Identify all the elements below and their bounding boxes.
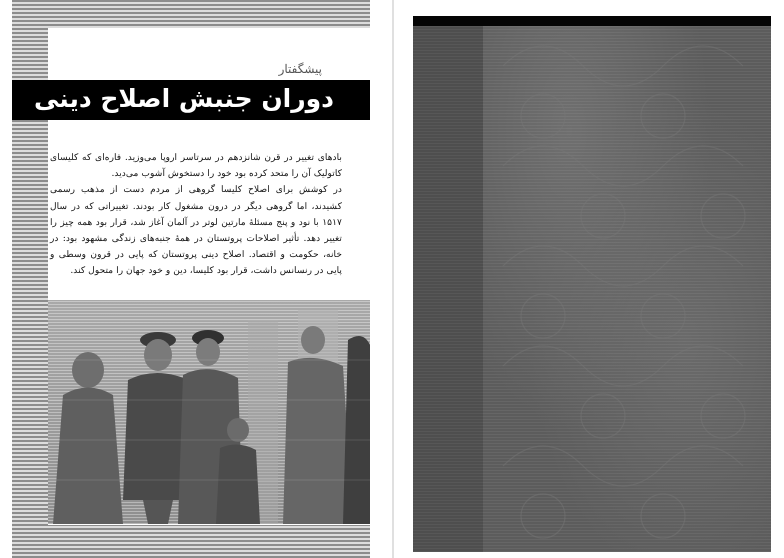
engraving-illustration [48,300,370,524]
right-page [413,16,771,552]
paragraph-1: بادهای تغییر در قرن شانزدهم در سرتاسر اروپا می‌وزید. فاره‌ای که کلیسای کاتولیک آن را متحد کرده بود خود را دستخوش آشوب می‌دید. [50,152,342,180]
right-top-bar [413,16,771,26]
section-label: پیشگفتار [278,62,322,76]
page-gutter [392,0,394,558]
damask-texture [483,26,771,552]
right-left-band [413,26,483,552]
damask-pattern [483,26,771,552]
body-text [50,150,342,280]
chapter-title: دوران جنبش اصلاح دینی [34,84,334,113]
engraving-figures [48,300,370,524]
paragraph-2: در کوشش برای اصلاح کلیسا گروهی از مردم دست از مذهب رسمی کشیدند، اما گروهی دیگر در درون مشغول کار بودند. تغییراتی که در سال ۱۵۱۷ با نود و پنج مسئلهٔ مارتین لوتر در آلمان آغاز شد، قرار بود همه چیز را تغییر دهد. تأثیر اصلاحات پروتستان در همهٔ جنبه‌های زندگی مشهود بود: در خانه، حکومت و اقتصاد. اصلاح دینی پروتستان که پایی در قرون وسطی و پایی در رنسانس داشت، قرار بود کلیسا، دین و خود جهان را متحول کند. [50,184,342,277]
left-page [12,0,370,558]
